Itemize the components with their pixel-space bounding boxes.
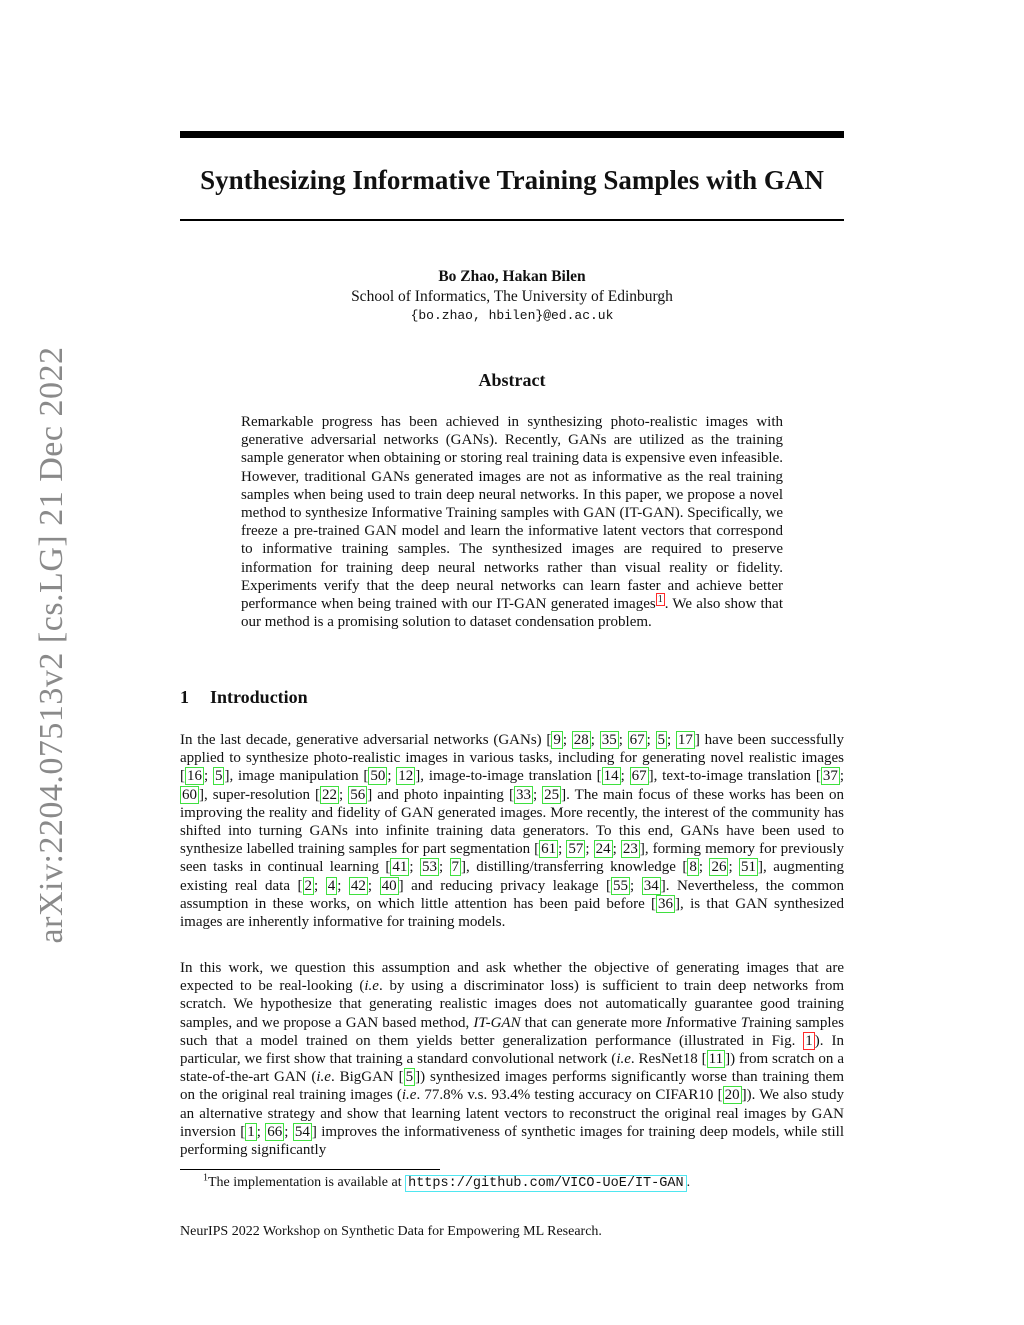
citation-link[interactable]: 34 [643,877,659,894]
section-heading-introduction: 1 Introduction [180,687,308,707]
citation-link[interactable]: 22 [321,786,337,803]
citation-link[interactable]: 42 [350,877,366,894]
figure-link[interactable]: 1 [805,1032,813,1049]
paper-title: Synthesizing Informative Training Samples with GAN [200,165,824,195]
citation-link[interactable]: 8 [689,859,697,876]
citation-link[interactable]: 11 [708,1051,724,1068]
abstract-text: Remarkable progress has been achieved in synthesizing photo-realistic images with generative adversarial networks (GANs). Recently, GANs are utilized as the training sample generator when obtaining or storing real training data is expensive even infeasible. However, traditional GANs generated images are not as informative as the real training samples when being used to train deep neural networks. In this paper, we propose a novel method to synthesize Informative Training samples with GAN (IT-GAN). Specifically, we freeze a pre-trained GAN model and learn the informative latent vectors that correspond to informative training samples. The synthesized images are required to preserve information for training deep neural networks rather than visual reality or fidelity. Experiments verify that the deep neural networks can learn faster and achieve better performance when being trained with our IT-GAN generated images $^1$ . We also show that our method is a promising solution to dataset condensation problem. [241,414,783,631]
citation-link[interactable]: 7 [451,859,460,876]
citation-link[interactable]: 1 [247,1123,255,1140]
citation-link[interactable]: 26 [711,859,727,876]
citation-link[interactable]: 51 [741,859,757,876]
citation-link[interactable]: 2 [304,877,312,894]
intro-paragraph-1: In the last decade, generative adversarial networks (GANs) [ 9 ; 28 ; 35 ; 67 ; 5 ; 17 ] have been successfully applied to synthesize photo-realistic images in various tasks, including for generating novel realistic images [ 16 ; 5 ], image manipulation [ 50 ; 12 ], image-to-image translation [ 14 ; 67 ], text-to-image translation [ 37 ; 60 ], super-resolution [ 22 ; 56 ] and photo inpainting [ 33 ; 25 ]. The main focus of these works has been on improving the reality and fidelity of GAN generated images. More recently, the interest of the community has shifted into turning GANs into infinite training data generators. To this end, GANs have been used to synthesize labelled training samples for part segmentation [ 61 ; 57 ; 24 ; 23 ], forming memory for previously seen tasks in continual learning [ 41 ; 53 ; 7 ], distilling/transferring knowledge [ 8 ; 26 ; 51 ], augmenting existing real data [ 2 ; 4 ; 42 ; 40 ] and reducing privacy leakage [ 55 ; 34 ]. Nevertheless, the common assumption in these works, on which little attention has been paid before [ 36 ], is that GAN synthesized images are inherently informative for training models. [180,732,845,931]
citation-link[interactable]: 24 [595,841,611,858]
citation-link[interactable]: 4 [327,877,336,894]
citation-link[interactable]: 37 [822,768,838,785]
abstract-heading: Abstract [478,370,546,390]
author-email[interactable]: {bo.zhao, hbilen}@ed.ac.uk [410,308,614,323]
author-affiliation: School of Informatics, The University of Edinburgh [351,288,673,305]
citation-link[interactable]: 17 [677,732,693,748]
citation-link[interactable]: 55 [613,877,629,894]
github-link[interactable]: https://github.com/VICO-UoE/IT-GAN [405,1175,686,1192]
venue-footer: NeurIPS 2022 Workshop on Synthetic Data for Empowering ML Research. [180,1224,602,1239]
citation-link[interactable]: 54 [294,1123,310,1140]
citation-link[interactable]: 23 [622,841,638,858]
citation-link[interactable]: 61 [541,841,557,858]
citation-link[interactable]: 60 [182,786,197,803]
citation-link[interactable]: 66 [267,1123,283,1140]
title-bottom-rule [180,219,844,221]
citation-link[interactable]: 5 [657,732,666,748]
citation-link[interactable]: 25 [544,786,560,803]
citation-link[interactable]: 67 [631,768,647,785]
citation-link[interactable]: 9 [553,732,561,748]
citation-link[interactable]: 33 [515,786,531,803]
footnote-rule [180,1169,440,1170]
citation-link[interactable]: 50 [370,768,386,785]
citation-link[interactable]: 28 [573,732,589,748]
citation-link[interactable]: 12 [398,768,414,785]
footnote-link[interactable]: 1 [657,594,663,606]
citation-link[interactable]: 5 [214,768,223,785]
footnote: $^1$The implementation is available at https://github.com/VICO-UoE/IT-GAN . [203,1172,691,1191]
citation-link[interactable]: 53 [421,859,437,876]
title-top-rule [180,131,844,138]
citation-link[interactable]: 57 [568,841,584,858]
citation-link[interactable]: 67 [629,732,645,748]
citation-link[interactable]: 40 [381,877,397,894]
author-names: Bo Zhao, Hakan Bilen [438,268,586,285]
citation-link[interactable]: 5 [405,1069,414,1086]
citation-link[interactable]: 16 [187,768,202,785]
citation-link[interactable]: 36 [658,895,674,912]
citation-link[interactable]: 56 [350,786,366,803]
citation-link[interactable]: 14 [603,768,619,785]
citation-link[interactable]: 35 [601,732,617,748]
citation-link[interactable]: 20 [724,1087,740,1104]
intro-paragraph-2: In this work, we question this assumption and ask whether the objective of generating images that are expected to be real-looking (i.e. by using a discriminator loss) is sufficient to train deep networks from scratch. We hypothesize that generating realistic images does not automatically guarantee good training samples, and we propose a GAN based method, IT-GAN that can generate more Informative Training samples such that a model trained on them yields better generalization performance (illustrated in Fig. 1 ). In particular, we first show that training a standard convolutional network (i.e. ResNet18 [ 11 ]) from scratch on a state-of-the-art GAN (i.e. BigGAN [ 5 ]) synthesized images performs significantly worse than training them on the original real training images (i.e. 77.8% v.s. 93.4% testing accuracy on CIFAR10 [ 20 ]). We also study an alternative strategy and show that learning latent vectors to reconstruct the original real images by GAN inversion [ 1 ; 66 ; 54 ] improves the informativeness of synthetic images for training deep models, while still performing significantly [180,960,845,1159]
arxiv-identifier[interactable]: arXiv:2204.07513v2 [cs.LG] 21 Dec 2022 [33,346,70,944]
citation-link[interactable]: 41 [392,859,408,876]
author-block [180,267,844,325]
